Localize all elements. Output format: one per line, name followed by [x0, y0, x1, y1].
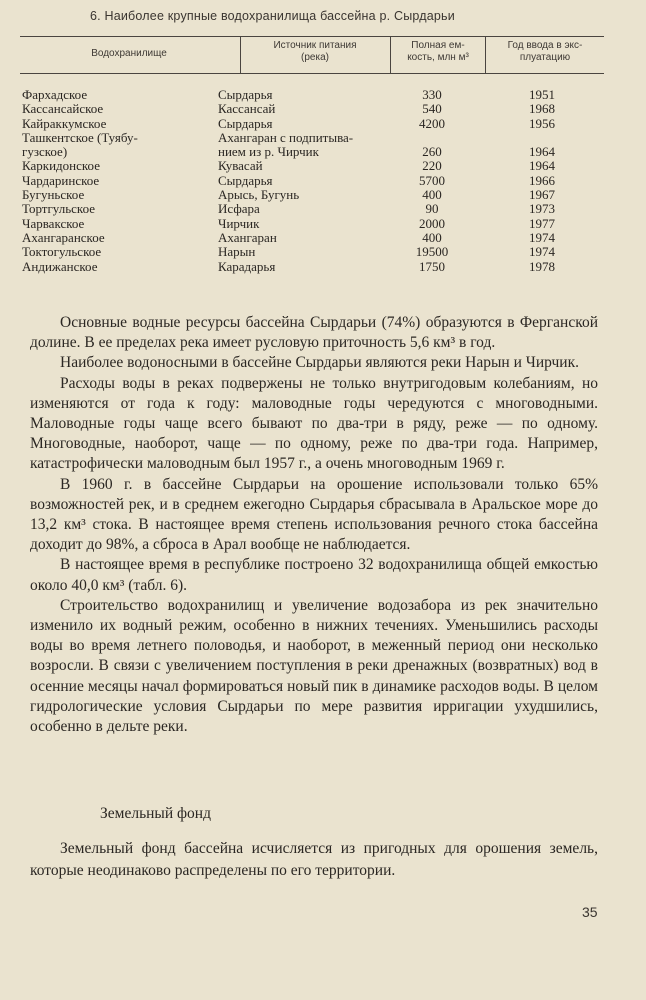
cell-year: 1973: [529, 201, 555, 217]
cell-source: Нарын: [218, 244, 256, 260]
paragraph: Строительство водохранилищ и увеличение водозабора из рек значительно изменило их водный режим, особенно в нижних течениях. Уменьшились расходы воды во время летнего половодья, и наоборот, в меженный период они несколько возросли. В связи с увеличением поступления в реки дренажных (возвратных) вод в осенние месяцы начал формироваться новый пик в динамике расходов воды. В целом гидрологические условия Сырдарьи по мере развития ирригации ухудшились, особенно в дельте реки.: [30, 596, 598, 736]
cell-source: Сырдарья: [218, 115, 273, 131]
cell-year: 1978: [529, 258, 555, 274]
header-reservoir: Водохранилище: [91, 48, 167, 59]
cell-year: 1956: [529, 115, 555, 131]
header-year-line1: Год ввода в экс-: [507, 40, 583, 51]
table-row: [22, 245, 612, 259]
cell-reservoir: Чардаринское: [22, 172, 100, 188]
cell-capacity: 220: [422, 158, 442, 174]
header-capacity: [392, 40, 484, 64]
table-row: [22, 231, 612, 245]
cell-source: Исфара: [218, 201, 260, 217]
paragraph: В настоящее время в республике построено 32 водохранилища общей емкостью около 40,0 км³ (табл. 6).: [30, 556, 598, 594]
table-row: [22, 159, 612, 173]
cell-capacity: 400: [422, 187, 442, 203]
cell-capacity: 330: [422, 87, 442, 102]
cell-year: 1968: [529, 101, 555, 117]
header-source: [242, 40, 388, 64]
table-row: [22, 117, 612, 131]
cell-reservoir-line2: гузское): [22, 144, 68, 160]
cell-capacity: 400: [422, 229, 442, 245]
cell-reservoir: Андижанское: [22, 258, 98, 274]
cell-source: Сырдарья: [218, 87, 273, 102]
cell-year: 1977: [529, 215, 555, 231]
cell-source: Карадарья: [218, 258, 276, 274]
paragraph: Основные водные ресурсы бассейна Сырдарьи (74%) образуются в Ферганской долине. В ее пределах река имеет русловую приточность 5,6 км³ в год.: [30, 314, 598, 352]
cell-capacity: 4200: [419, 115, 445, 131]
cell-reservoir: Кайраккумское: [22, 115, 107, 131]
header-capacity-line1: Полная ем-: [411, 40, 465, 51]
cell-reservoir: Чарвакское: [22, 215, 85, 231]
header-divider: [485, 37, 486, 73]
table-row: [22, 217, 612, 231]
table-row: [22, 188, 612, 202]
table-row: [22, 102, 612, 116]
section-heading: Земельный фонд: [100, 805, 211, 822]
cell-source: Чирчик: [218, 215, 260, 231]
cell-source: [218, 131, 418, 160]
cell-capacity: 2000: [419, 215, 445, 231]
cell-reservoir: Ахангаранское: [22, 229, 105, 245]
table-row: [22, 88, 612, 102]
paragraph: Расходы воды в реках подвержены не только внутригодовым колебаниям, но изменяются от года к году: маловодные годы чередуются с многоводными. Маловодные годы чаще всего бывают по два-три в ряду, реже — по одному. Многоводные, наоборот, чаще — по одному, реже по два-три года. Например, катастрофически маловодным был 1957 г., а очень многоводным 1969 г.: [30, 374, 598, 473]
cell-year: 1966: [529, 172, 555, 188]
cell-year: 1951: [529, 87, 555, 102]
cell-reservoir: [22, 131, 222, 160]
cell-reservoir: Токтогульское: [22, 244, 102, 260]
cell-source-line1: Ахангаран с подпитыва-: [218, 129, 354, 145]
cell-reservoir: Каркидонское: [22, 158, 100, 174]
header-divider: [390, 37, 391, 73]
table-row: [22, 131, 612, 160]
cell-capacity: 540: [422, 101, 442, 117]
table-row: [22, 260, 612, 274]
cell-source: Кувасай: [218, 158, 263, 174]
cell-reservoir: Фархадское: [22, 87, 88, 102]
cell-year: 1964: [529, 144, 555, 160]
cell-year: 1974: [529, 229, 555, 245]
cell-year: 1967: [529, 187, 555, 203]
body-text: [30, 313, 598, 737]
cell-capacity: 260: [422, 144, 442, 160]
header-source-line2: (река): [301, 52, 329, 63]
cell-source: Арысь, Бугунь: [218, 187, 300, 203]
cell-year: 1974: [529, 244, 555, 260]
paragraph: В 1960 г. в бассейне Сырдарьи на орошение использовали только 65% возможностей рек, и в среднем ежегодно Сырдарья сбрасывала в Аральское море до 13,2 км³ стока. В настоящее время степень использования речного стока бассейна доходит до 98%, а сброса в Арал вообще не наблюдается.: [30, 475, 598, 554]
cell-source: Сырдарья: [218, 172, 273, 188]
header-capacity-line2: кость, млн м³: [407, 52, 469, 63]
cell-reservoir: Бугуньское: [22, 187, 85, 203]
table-caption: 6. Наиболее крупные водохранилища бассейна р. Сырдарьи: [90, 9, 455, 23]
header-divider: [240, 37, 241, 73]
cell-reservoir: Кассансайское: [22, 101, 104, 117]
cell-capacity: 90: [425, 201, 439, 217]
cell-source-line2: нием из р. Чирчик: [218, 144, 319, 160]
header-year-line2: плуатацию: [519, 52, 571, 63]
cell-year: 1964: [529, 158, 555, 174]
cell-source: Ахангаран: [218, 229, 277, 245]
table-body: [22, 88, 612, 274]
header-year: [487, 40, 603, 64]
paragraph: Земельный фонд бассейна исчисляется из пригодных для орошения земель, которые неодинаково распределены по его территории.: [30, 840, 598, 879]
page-number: 35: [582, 904, 598, 920]
cell-capacity: 5700: [419, 172, 445, 188]
table-header-rule: [20, 73, 604, 74]
cell-source: Кассансай: [218, 101, 276, 117]
table-row: [22, 174, 612, 188]
cell-capacity: 19500: [415, 244, 449, 260]
cell-reservoir: Тортгульское: [22, 201, 96, 217]
paragraph: Наиболее водоносными в бассейне Сырдарьи являются реки Нарын и Чирчик.: [60, 354, 579, 372]
header-source-line1: Источник питания: [273, 40, 357, 51]
table-top-rule: [20, 36, 604, 37]
table-row: [22, 202, 612, 216]
section-text: [30, 838, 598, 882]
cell-reservoir-line1: Ташкентское (Туябу-: [22, 129, 138, 145]
cell-capacity: 1750: [419, 258, 445, 274]
